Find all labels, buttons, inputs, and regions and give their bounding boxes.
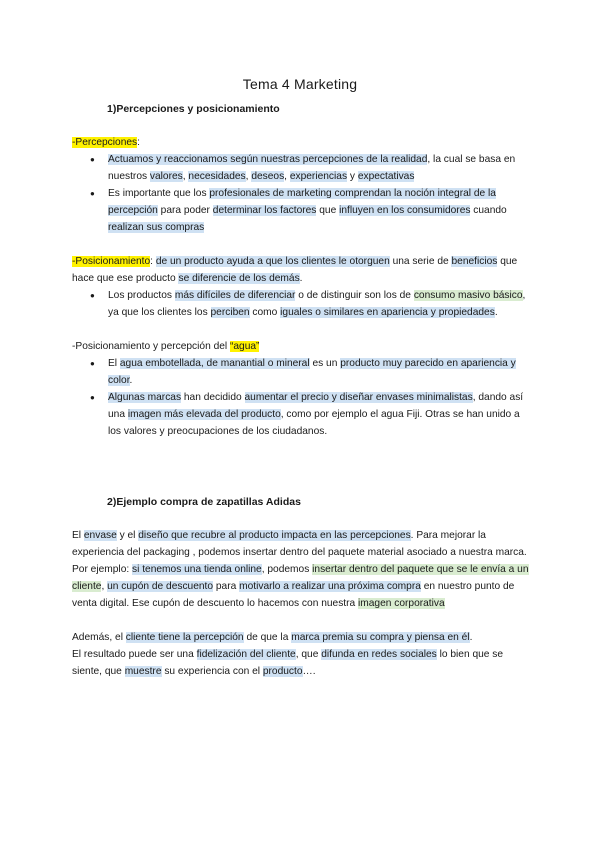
text-run: …. (302, 666, 316, 677)
adidas-paragraph-1 (72, 527, 532, 561)
highlighted-text: agua embotellada, de manantial o mineral (119, 358, 310, 369)
text-run: cuando (470, 205, 507, 216)
highlighted-text: imagen más elevada del producto (127, 409, 281, 420)
highlighted-text: aumentar el precio y diseñar envases minimalistas (244, 392, 473, 403)
highlighted-text: Algunas marcas (108, 392, 182, 403)
highlighted-text: deseos (251, 171, 285, 182)
highlighted-text: experiencias (289, 171, 348, 182)
agua-highlight: “agua” (230, 341, 260, 352)
list-item (108, 185, 532, 236)
text-run: , podemos (261, 564, 313, 575)
highlighted-text: consumo masivo básico (413, 290, 523, 301)
text-run: . (129, 375, 133, 386)
highlighted-text: imagen corporativa (358, 598, 445, 609)
text-run: su experiencia con el (161, 666, 263, 677)
highlighted-text: más difíciles de diferenciar (174, 290, 296, 301)
text-run: , (245, 171, 252, 182)
highlighted-text: un cupón de descuento (107, 581, 214, 592)
agua-label: -Posicionamiento y percepción del (72, 341, 230, 352)
highlighted-text: realizan sus compras (108, 222, 205, 233)
text-run: Es importante que los (108, 188, 210, 199)
text-run: : (150, 256, 156, 267)
text-run: y el (116, 530, 139, 541)
adidas-paragraph-4 (72, 646, 532, 680)
highlighted-text: cliente tiene la percepción (125, 632, 244, 643)
highlighted-text: necesidades (188, 171, 246, 182)
list-item (108, 389, 532, 440)
highlighted-text: muestre (124, 666, 162, 677)
highlighted-text: si tenemos una tienda online (132, 564, 262, 575)
percepciones-block (72, 134, 532, 440)
highlighted-text: perciben (210, 307, 250, 318)
highlighted-text: producto (262, 666, 303, 677)
text-run: han decidido (181, 392, 245, 403)
text-run: Por ejemplo: (72, 564, 133, 575)
highlighted-text: producto muy parecido en apariencia y color (108, 358, 516, 386)
text-run: una serie de (389, 256, 452, 267)
text-run: , la cual se basa en nuestros (108, 154, 516, 182)
text-run: Los productos (108, 290, 175, 301)
list-item (108, 355, 532, 389)
percepciones-list (72, 151, 532, 236)
percepciones-label: -Percepciones (72, 137, 138, 148)
posicionamiento-paragraph (72, 253, 532, 287)
highlighted-text: influyen en los consumidores (339, 205, 471, 216)
highlighted-text: de un producto ayuda a que los clientes le otorguen (155, 256, 390, 267)
adidas-paragraph-2 (72, 561, 532, 612)
text-run: Además, el (72, 632, 126, 643)
text-run: , que (295, 649, 322, 660)
text-run: que hace que ese producto (72, 256, 518, 284)
agua-list (72, 355, 532, 440)
text-run: que (316, 205, 340, 216)
posicionamiento-list (72, 287, 532, 321)
text-run: , como por ejemplo el agua Fiji. Otras se han unido a los valores y preocupaciones de los ciudadanos. (108, 409, 520, 437)
section-heading-2: 2)Ejemplo compra de zapatillas Adidas (107, 496, 301, 508)
highlighted-text: determinar los factores (212, 205, 317, 216)
highlighted-text: insertar dentro del paquete que se le envía a un cliente (72, 564, 529, 592)
highlighted-text: marca premia su compra y piensa en él (291, 632, 470, 643)
text-run: , ya que los clientes los (108, 290, 526, 318)
percepciones-colon: : (137, 137, 140, 148)
text-run: . Para mejorar la experiencia del packaging , podemos insertar dentro del paquete material asociado a nuestra marca. (72, 530, 527, 558)
highlighted-text: profesionales de marketing comprendan la noción integral de la percepción (108, 188, 496, 216)
percepciones-label-line (72, 134, 532, 151)
highlighted-text: motivarlo a realizar una próxima compra (239, 581, 421, 592)
text-run: en nuestro punto de venta digital. Ese cupón de descuento lo hacemos con nuestra (72, 581, 515, 609)
text-run: como (249, 307, 281, 318)
highlighted-text: difunda en redes sociales (321, 649, 437, 660)
text-run: y (347, 171, 358, 182)
text-run: para poder (157, 205, 213, 216)
highlighted-text: expectativas (357, 171, 415, 182)
text-run: . (469, 632, 473, 643)
text-run: El (72, 530, 84, 541)
highlighted-text: valores (149, 171, 183, 182)
highlighted-text: envase (83, 530, 117, 541)
text-run: , (182, 171, 189, 182)
text-run: . (494, 307, 498, 318)
highlighted-text: se diferencie de los demás (178, 273, 300, 284)
posicionamiento-label: -Posicionamiento (72, 256, 151, 267)
text-run: para (213, 581, 240, 592)
list-item (108, 151, 532, 185)
text-run: de que la (243, 632, 292, 643)
highlighted-text: beneficios (451, 256, 498, 267)
text-run: El resultado puede ser una (72, 649, 197, 660)
section-heading-1: 1)Percepciones y posicionamiento (107, 103, 280, 115)
adidas-paragraph-3 (72, 629, 532, 646)
adidas-block (72, 527, 532, 680)
highlighted-text: Actuamos y reaccionamos según nuestras percepciones de la realidad (108, 154, 428, 165)
highlighted-text: iguales o similares en apariencia y propiedades (280, 307, 495, 318)
text-run: lo bien que se siente, que (72, 649, 504, 677)
page-title: Tema 4 Marketing (242, 76, 358, 92)
agua-heading (72, 338, 532, 355)
highlighted-text: diseño que recubre al producto impacta en las percepciones (138, 530, 411, 541)
text-run: , (284, 171, 290, 182)
text-run: , dando así una (108, 392, 524, 420)
text-run: o de distinguir son los de (295, 290, 414, 301)
text-run: es un (309, 358, 341, 369)
text-run: . (299, 273, 303, 284)
text-run: El (108, 358, 120, 369)
highlighted-text: fidelización del cliente (196, 649, 296, 660)
list-item (108, 287, 532, 321)
text-run: , (101, 581, 108, 592)
